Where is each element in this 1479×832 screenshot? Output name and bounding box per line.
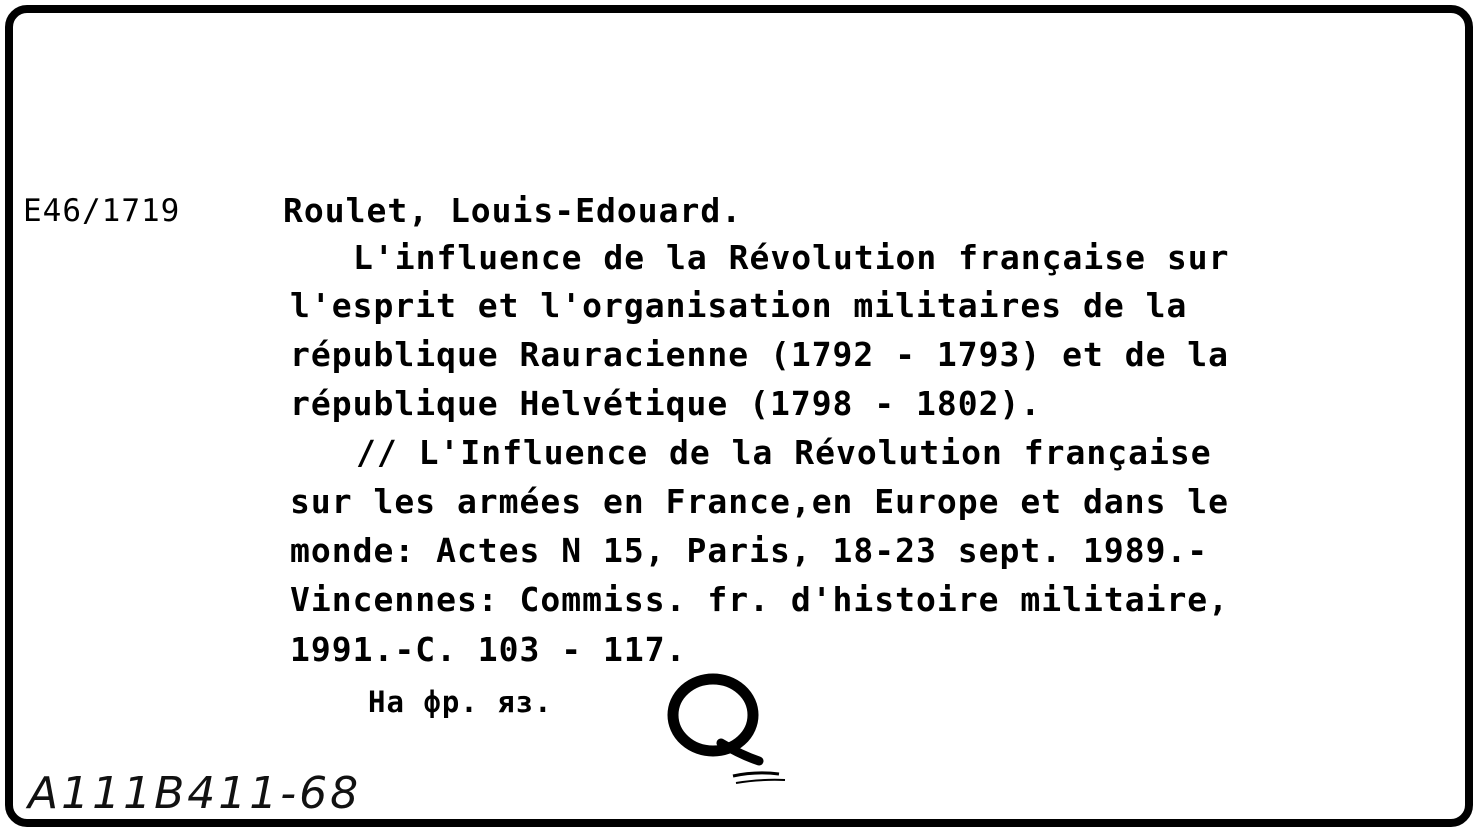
catalog-card	[5, 5, 1473, 827]
author-heading: Roulet, Louis-Edouard.	[283, 191, 743, 230]
inventory-number: A111B411-68	[28, 768, 362, 819]
source-line-3: monde: Actes N 15, Paris, 18-23 sept. 1989.-	[290, 531, 1209, 570]
language-note: На фр. яз.	[368, 685, 553, 719]
source-line-1: // L'Influence de la Révolution française	[356, 433, 1212, 472]
title-line-1: L'influence de la Révolution française sur	[353, 238, 1230, 277]
library-stamp-icon	[661, 673, 801, 793]
title-line-4: république Helvétique (1798 - 1802).	[290, 384, 1042, 423]
source-line-2: sur les armées en France,en Europe et dans le	[290, 482, 1230, 521]
title-line-3: république Rauracienne (1792 - 1793) et de la	[290, 335, 1230, 374]
source-line-5: 1991.-C. 103 - 117.	[290, 630, 687, 669]
title-line-2: l'esprit et l'organisation militaires de la	[290, 286, 1188, 325]
source-line-4: Vincennes: Commiss. fr. d'histoire militaire,	[290, 580, 1230, 619]
call-number: E46/1719	[23, 193, 181, 229]
